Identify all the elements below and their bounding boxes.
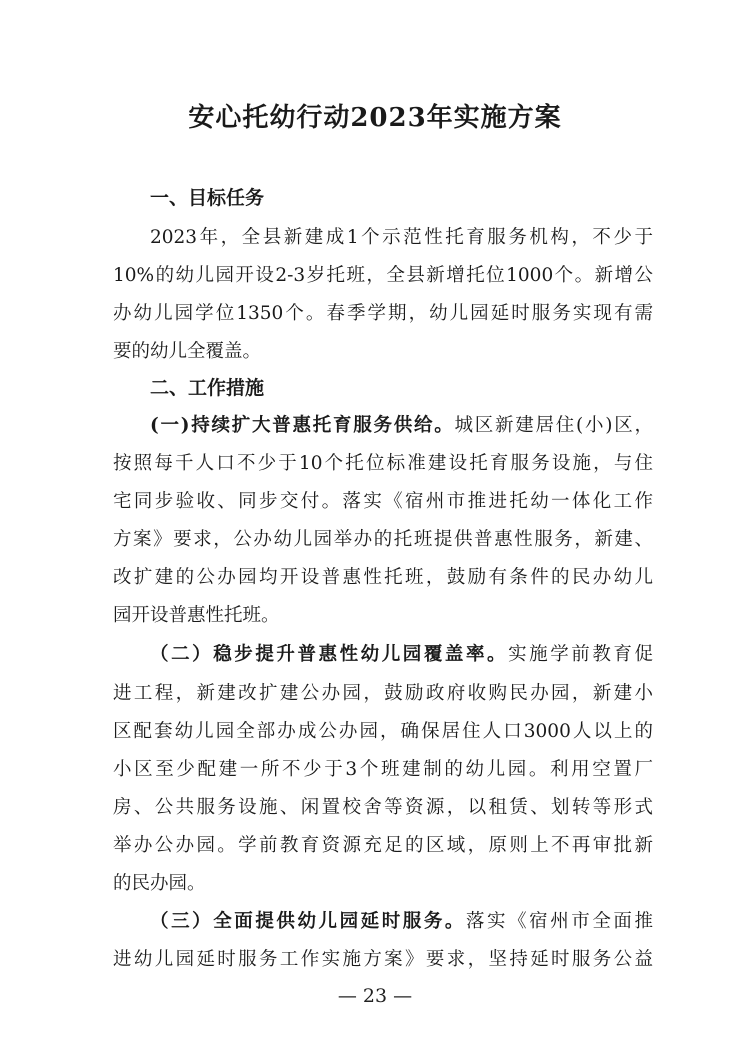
document-title: 安心托幼行动2023年实施方案 [188,103,562,133]
paragraph-text: 实施学前教育促 [508,644,653,665]
section-heading-measures: 二、工作措施 [150,377,265,399]
subsection-title: （二）稳步提升普惠性幼儿园覆盖率。 [150,644,509,665]
paragraph-text: 落实《宿州市全面推 [465,911,653,932]
subsection-title: （三）全面提供幼儿园延时服务。 [150,911,466,932]
paragraph-first-line [150,908,653,936]
paragraph-line: 按照每千人口不少于10个托位标准建设托育服务设施，与住 [113,453,653,474]
paragraph-line: 要的幼儿全覆盖。 [113,341,262,362]
paragraph-text: 城区新建居住(小)区， [454,415,654,436]
paragraph-line: 方案》要求，公办幼儿园举办的托班提供普惠性服务，新建、 [113,529,653,550]
paragraph-line: 进工程，新建改扩建公办园，鼓励政府收购民办园，新建小 [113,683,653,704]
paragraph-line: 区配套幼儿园全部办成公办园，确保居住人口3000人以上的 [113,721,653,742]
paragraph-line: 房、公共服务设施、闲置校舍等资源，以租赁、划转等形式 [113,797,653,818]
paragraph-line: 举办公办园。学前教育资源充足的区域，原则上不再审批新 [113,835,653,856]
paragraph-line: 进幼儿园延时服务工作实施方案》要求，坚持延时服务公益 [113,949,653,970]
paragraph-line: 小区至少配建一所不少于3个班建制的幼儿园。利用空置厂 [113,759,653,780]
paragraph-line: 园开设普惠性托班。 [113,605,280,626]
page-number: — 23 — [337,985,413,1007]
paragraph-line: 的民办园。 [113,873,206,894]
subsection-title: (一)持续扩大普惠托育服务供给。 [150,415,455,436]
paragraph-line: 2023年，全县新建成1个示范性托育服务机构，不少于 [150,227,653,248]
paragraph-line: 宅同步验收、同步交付。落实《宿州市推进托幼一体化工作 [113,491,653,512]
paragraph-line: 改扩建的公办园均开设普惠性托班，鼓励有条件的民办幼儿 [113,567,653,588]
paragraph-first-line [150,641,653,669]
section-heading-goals: 一、目标任务 [150,187,265,209]
paragraph-line: 办幼儿园学位1350个。春季学期，幼儿园延时服务实现有需 [113,303,653,324]
paragraph-line: 10%的幼儿园开设2-3岁托班，全县新增托位1000个。新增公 [113,265,653,286]
paragraph-first-line [150,412,653,440]
